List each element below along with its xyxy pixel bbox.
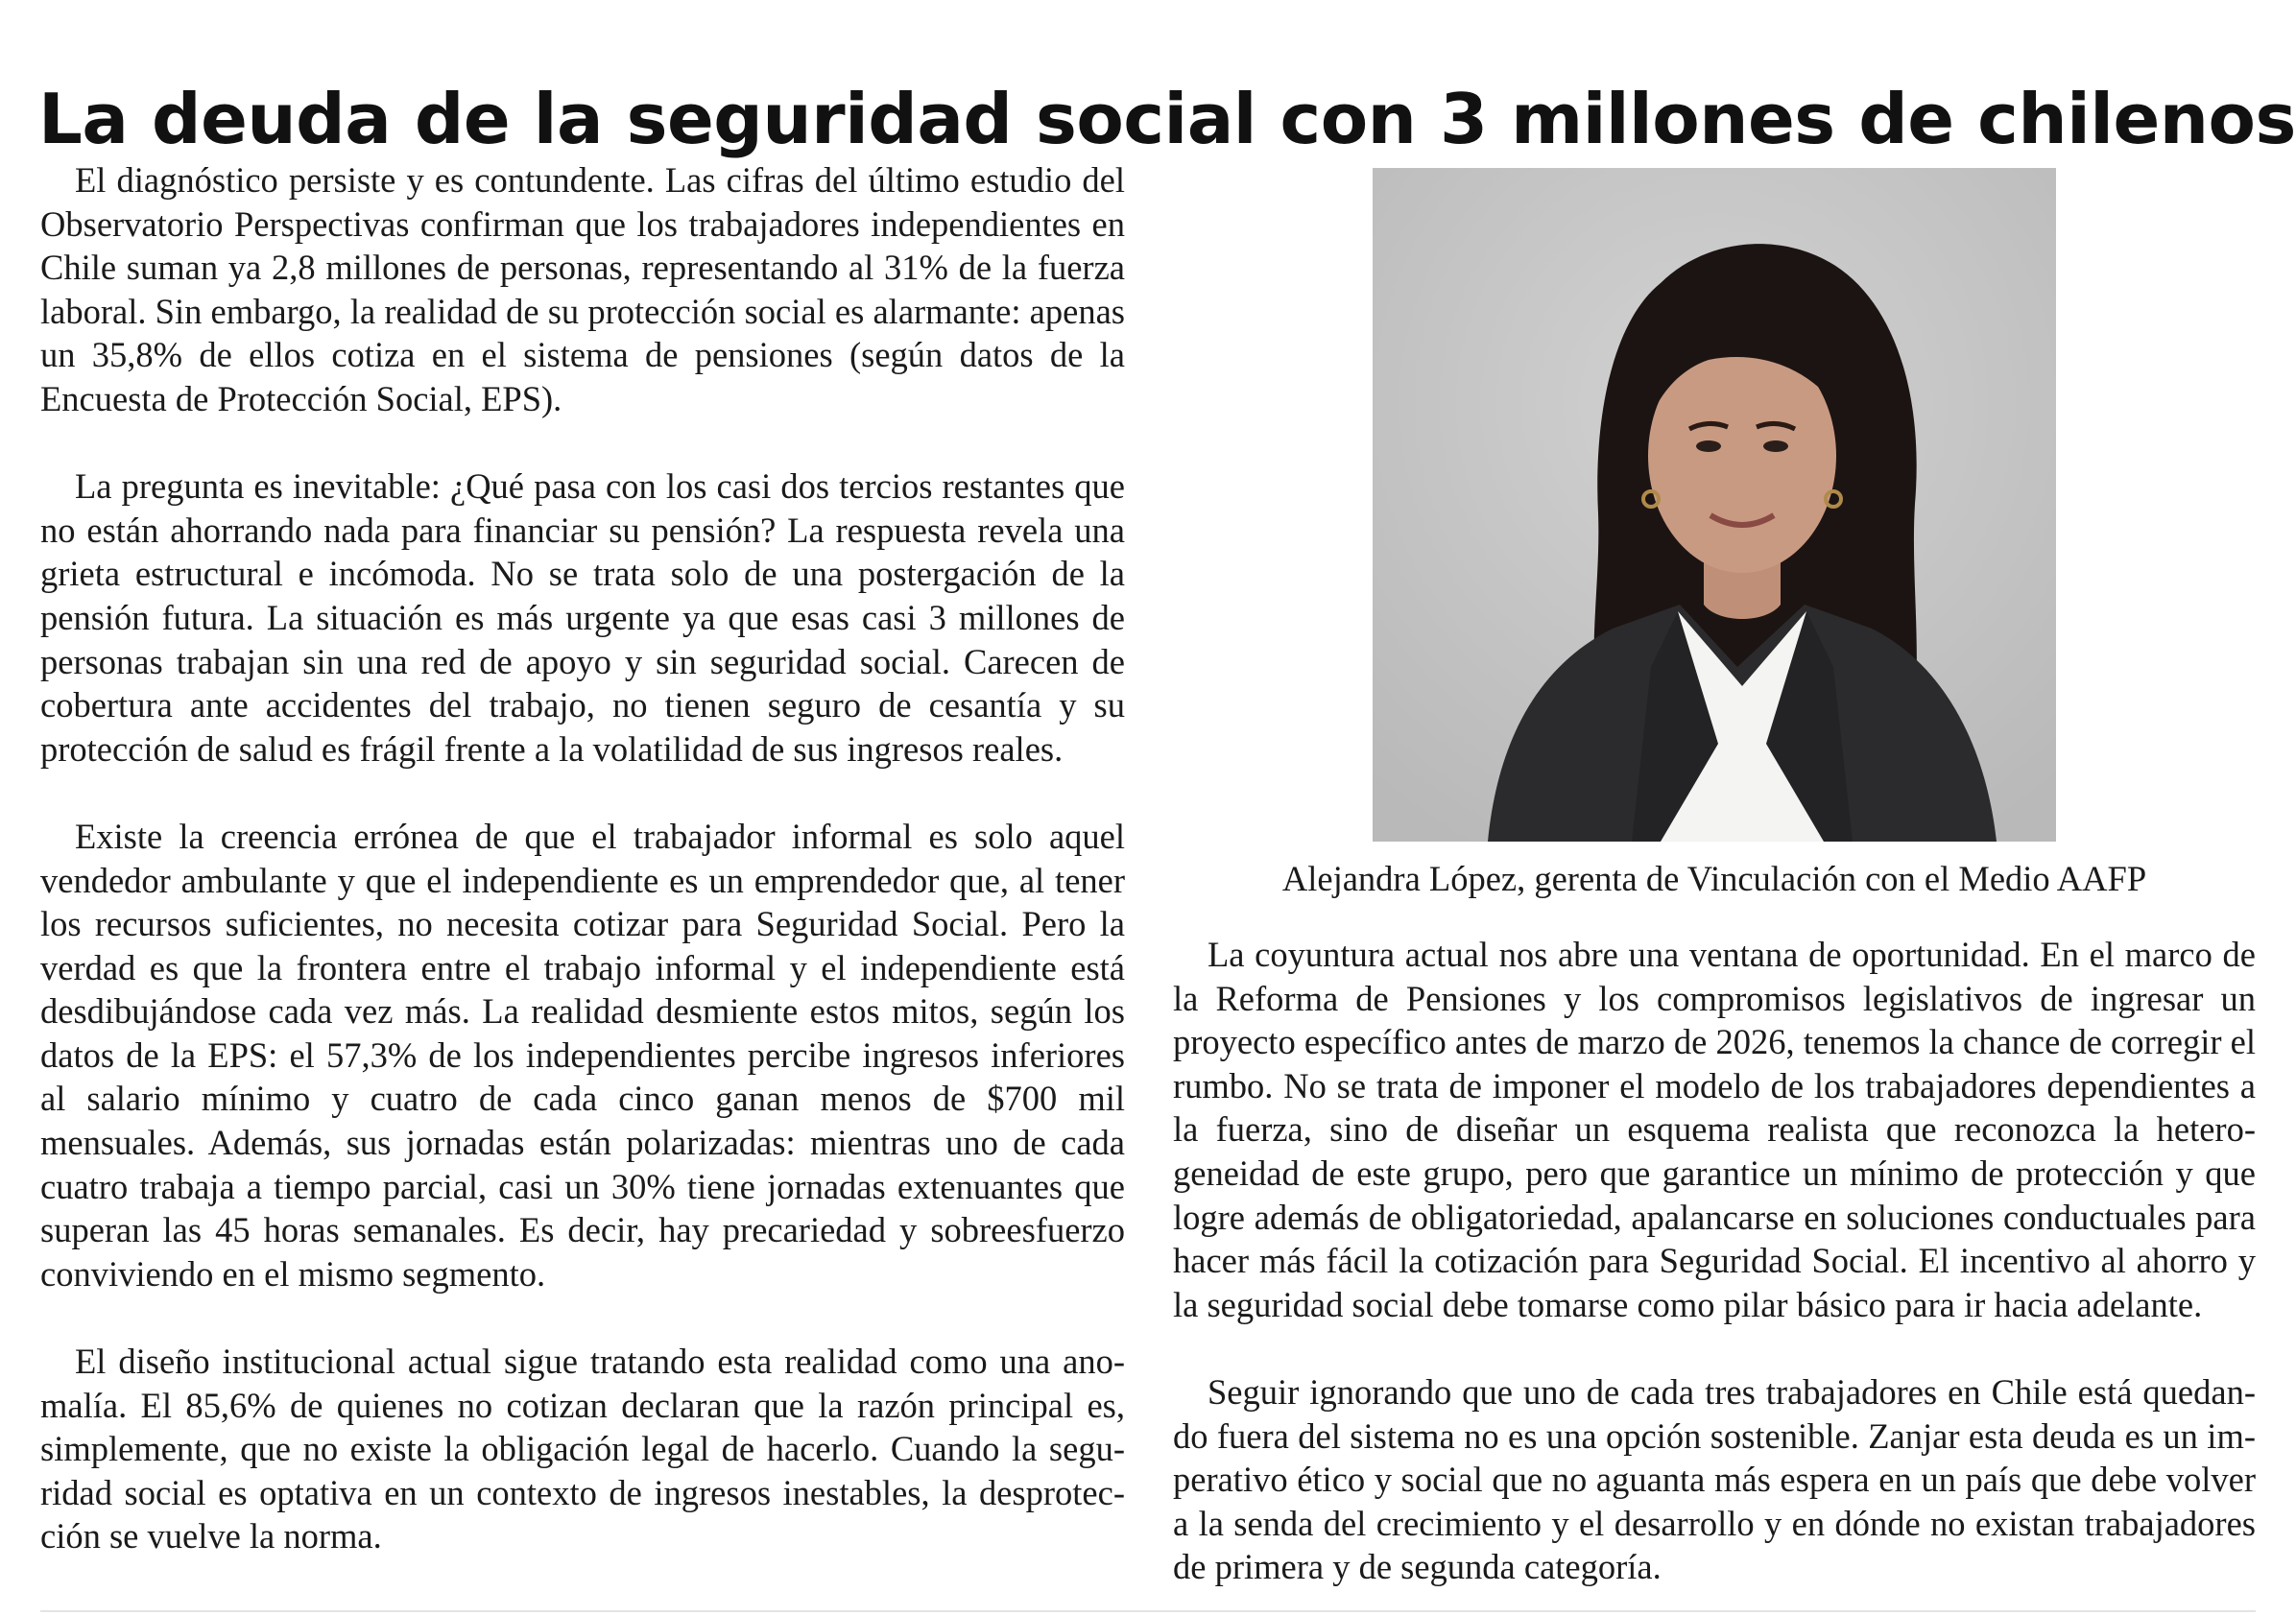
paragraph-3: Existe la creencia errónea de que el trabajador informal es solo aquel vendedor ambulante y que el independiente es un emprendedor que, al tener los recursos suficientes, no necesita cotizar para Seguridad Social. Pero la verdad es que la frontera entre el trabajo informal y el independiente está desdibujándose cada vez más. La realidad desmiente estos mitos, según los datos de la EPS: el 57,3% de los independientes percibe ingresos inferiores al salario mínimo y cuatro de cada cinco ganan menos de $700 mil mensuales. Además, sus jornadas están polarizadas: mientras uno de cada cuatro trabaja a tiempo parcial, casi un 30% tiene jornadas extenuantes que superan las 45 horas semanales. Es decir, hay precariedad y sobreesfuerzo conviviendo en el mismo segmento. — [40, 816, 1125, 1294]
article-headline: La deuda de la seguridad social con 3 millones de chilenos — [38, 79, 2296, 160]
right-eye — [1763, 440, 1788, 452]
bottom-divider — [40, 1610, 2256, 1612]
paragraph-4: El diseño institucional actual sigue tratando esta realidad como una anomalía. El 85,6% de quienes no cotizan declaran que la razón principal es, simplemente, que no existe la obligación legal de hacerlo. Cuando la seguridad social es optativa en un contexto de ingresos inestables, la desprotección se vuelve la norma. — [40, 1342, 1125, 1557]
left-column — [40, 158, 1125, 1558]
author-portrait — [1373, 168, 2056, 842]
paragraph-5: La coyuntura actual nos abre una ventana de oportunidad. En el marco de la Reforma de Pensiones y los compromisos legislativos de ingresar un proyecto específico antes de marzo de 2026, tenemos la chance de corregir el rumbo. No se trata de imponer el modelo de los trabajadores dependientes a la fuerza, sino de diseñar un esquema realista que reconozca la heterogeneidad de este grupo, pero que garantice un mínimo de protección y que logre además de obligatoriedad, apalancarse en soluciones conductuales para hacer más fácil la cotización para Seguridad Social. El incentivo al ahorro y la seguridad social debe tomarse como pilar básico para ir hacia adelante. — [1173, 935, 2256, 1324]
portrait-illustration — [1373, 168, 2056, 842]
right-column — [1173, 933, 2256, 1589]
left-eye — [1696, 440, 1721, 452]
paragraph-2: La pregunta es inevitable: ¿Qué pasa con los casi dos tercios restantes que no están ahorrando nada para financiar su pensión? La respuesta revela una grieta estructural e incómoda. No se trata solo de una postergación de la pensión futura. La situación es más urgente ya que esas casi 3 millones de personas trabajan sin una red de apoyo y sin seguridad social. Carecen de cobertura ante accidentes del trabajo, no tienen seguro de cesantía y su protección de salud es frágil frente a la volatilidad de sus ingresos reales. — [40, 466, 1125, 769]
paragraph-6: Seguir ignorando que uno de cada tres trabajadores en Chile está quedando fuera del sistema no es una opción sostenible. Zanjar esta deuda es un imperativo ético y social que no aguanta más espera en un país que debe volver a la senda del crecimiento y el desarrollo y en dónde no existan trabajadores de primera y de segunda categoría. — [1173, 1371, 2256, 1587]
paragraph-1: El diagnóstico persiste y es contundente. Las cifras del último estudio del Observatorio Perspectivas confirman que los trabajadores independientes en Chile suman ya 2,8 millones de personas, representando al 31% de la fuerza laboral. Sin embargo, la realidad de su protección social es alarmante: apenas un 35,8% de ellos cotiza en el sistema de pensiones (según datos de la Encuesta de Protección Social, EPS). — [40, 160, 1125, 418]
photo-caption: Alejandra López, gerenta de Vinculación con el Medio AAFP — [1281, 859, 2147, 898]
